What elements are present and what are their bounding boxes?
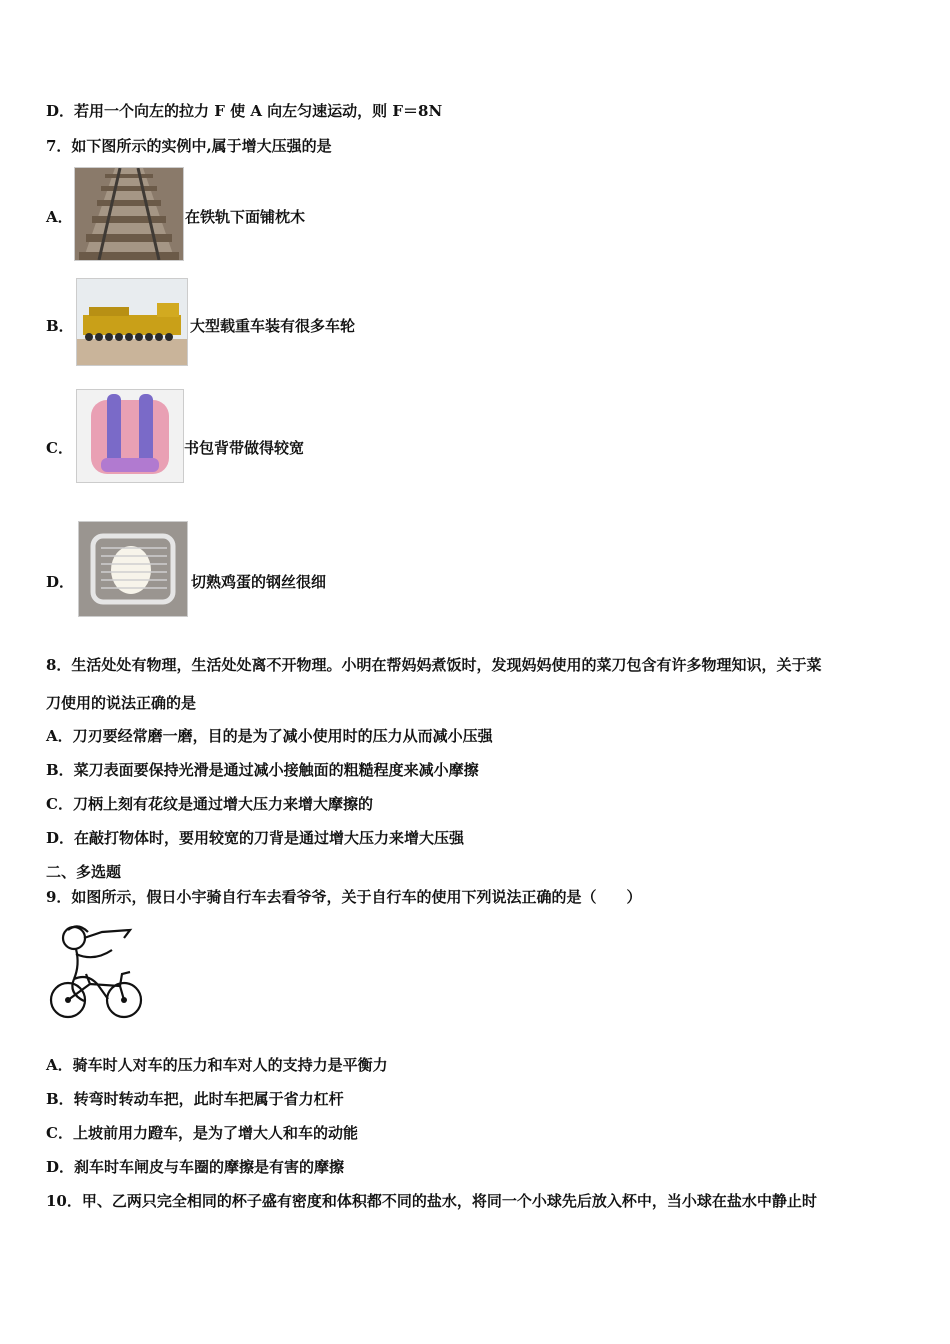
q7-option-b-label: B． bbox=[46, 317, 74, 335]
q7-option-a-text: 在铁轨下面铺枕木 bbox=[185, 208, 306, 226]
q8-option-d: D．在敲打物体时，要用较宽的刀背是通过增大压力来增大压强 bbox=[46, 829, 465, 847]
q9-stem: 9．如图所示，假日小宇骑自行车去看爷爷，关于自行车的使用下列说法正确的是（ ） bbox=[46, 888, 642, 906]
q9-option-b: B．转弯时转动车把，此时车把属于省力杠杆 bbox=[46, 1090, 344, 1108]
bicycle-rider-drawing bbox=[46, 918, 150, 1028]
heavy-truck-photo bbox=[76, 278, 188, 366]
egg-slicer-photo bbox=[78, 521, 188, 617]
section-heading: 二、多选题 bbox=[46, 863, 122, 881]
q6-option-d: D．若用一个向左的拉力 F 使 A 向左匀速运动，则 F＝8N bbox=[46, 102, 443, 120]
q7-option-c-text: 书包背带做得较宽 bbox=[184, 439, 305, 457]
q7-option-c-label: C． bbox=[46, 439, 73, 457]
q7-option-d-label: D． bbox=[46, 573, 75, 591]
q9-option-c: C．上坡前用力蹬车，是为了增大人和车的动能 bbox=[46, 1124, 358, 1142]
q7-stem: 7．如下图所示的实例中,属于增大压强的是 bbox=[46, 137, 332, 155]
railway-sleepers-photo bbox=[74, 167, 184, 261]
q8-option-b: B．菜刀表面要保持光滑是通过减小接触面的粗糙程度来减小摩擦 bbox=[46, 761, 479, 779]
q8-stem-line1: 8．生活处处有物理，生活处处离不开物理。小明在帮妈妈煮饭时，发现妈妈使用的菜刀包含有许多物理知识，关于菜 bbox=[46, 656, 822, 674]
q7-option-d-text: 切熟鸡蛋的钢丝很细 bbox=[191, 573, 327, 591]
q8-stem-line2: 刀使用的说法正确的是 bbox=[46, 694, 197, 712]
q10-stem: 10．甲、乙两只完全相同的杯子盛有密度和体积都不同的盐水，将同一个小球先后放入杯中，当小球在盐水中静止时 bbox=[46, 1192, 817, 1210]
backpack-photo bbox=[76, 389, 184, 483]
q8-option-a: A．刀刃要经常磨一磨，目的是为了减小使用时的压力从而减小压强 bbox=[46, 727, 493, 745]
q9-option-a: A．骑车时人对车的压力和车对人的支持力是平衡力 bbox=[46, 1056, 388, 1074]
q9-option-d: D．刹车时车闸皮与车圈的摩擦是有害的摩擦 bbox=[46, 1158, 345, 1176]
q7-option-a-label: A． bbox=[46, 208, 73, 226]
q7-option-b-text: 大型载重车装有很多车轮 bbox=[190, 317, 356, 335]
q8-option-c: C．刀柄上刻有花纹是通过增大压力来增大摩擦的 bbox=[46, 795, 373, 813]
